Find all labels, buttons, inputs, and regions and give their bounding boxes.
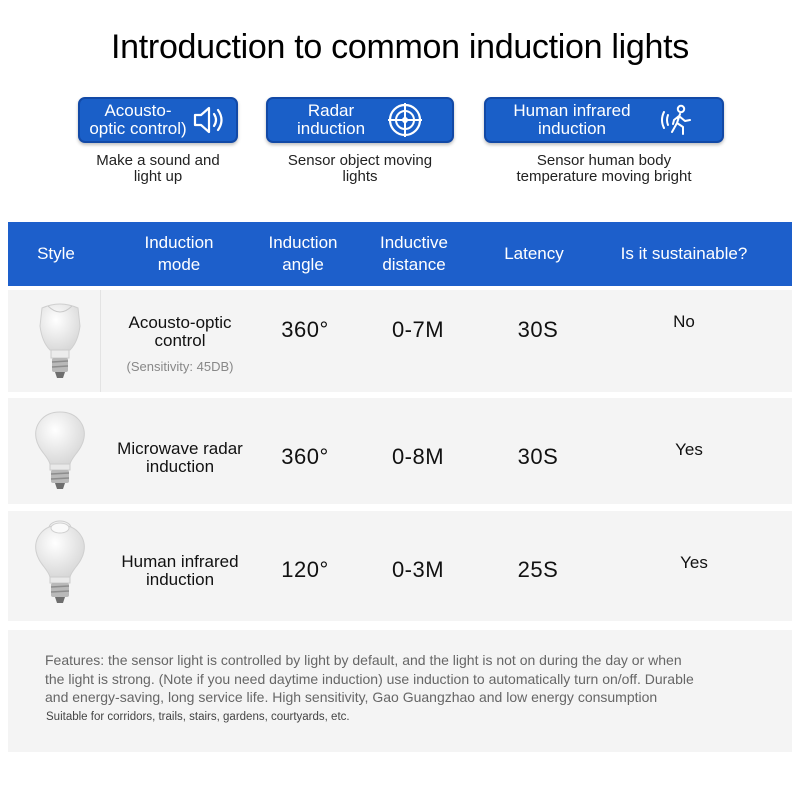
header-line: Inductive: [379, 233, 449, 252]
cell-induction-mode: [105, 553, 255, 589]
walking-person-sensor-icon: [657, 102, 695, 138]
bulb-icon: [34, 298, 86, 384]
cell-sustainable: No: [673, 312, 695, 331]
cell-angle: 120°: [281, 557, 329, 582]
radar-target-icon: [387, 102, 423, 138]
mode-line: Microwave radar: [117, 439, 243, 458]
bulb-icon: [32, 519, 88, 611]
cell-angle: 360°: [281, 317, 329, 342]
header-induction-angle: [254, 232, 352, 276]
speaker-sound-icon: [191, 102, 227, 138]
features-line: and energy-saving, long service life. High sensitivity, Gao Guangzhao and low energy consumption: [45, 689, 658, 705]
column-divider: [100, 290, 101, 392]
header-line: mode: [157, 255, 201, 274]
cell-induction-mode: [105, 440, 255, 476]
cell-distance: 0-8M: [391, 444, 445, 469]
mode-desc-line2: temperature moving bright: [516, 168, 692, 185]
cell-induction-mode: [105, 314, 255, 376]
cell-sustainable: Yes: [680, 553, 708, 572]
table-row: [8, 290, 792, 392]
mode-label-line2: induction: [537, 119, 607, 138]
bulb-icon: [32, 410, 88, 496]
header-induction-mode: [104, 232, 254, 276]
header-line: angle: [282, 255, 324, 274]
features-line: the light is strong. (Note if you need daytime induction) use induction to automatically turn on/off. Durable: [45, 670, 694, 687]
features-text: [45, 651, 765, 707]
mode-desc-line1: Sensor human body: [536, 152, 672, 169]
cell-distance: 0-7M: [391, 317, 445, 342]
features-line: Features: the sensor light is controlled by light by default, and the light is not on during the day or when: [45, 652, 682, 668]
mode-label-line1: Human infrared: [513, 101, 631, 120]
header-line: distance: [382, 255, 446, 274]
table-row: [8, 511, 792, 621]
header-style: Style: [37, 244, 75, 263]
mode-line: Human infrared: [121, 552, 239, 571]
mode-desc-line2: lights: [342, 168, 378, 185]
header-line: Induction: [268, 233, 338, 252]
header-line: Induction: [144, 233, 214, 252]
header-sustainable: Is it sustainable?: [620, 244, 748, 263]
features-panel: [8, 630, 792, 752]
cell-angle: 360°: [281, 444, 329, 469]
mode-pill-human-infrared: [484, 97, 724, 143]
mode-line: induction: [145, 570, 215, 589]
sensitivity-note: (Sensitivity: 45DB): [126, 359, 234, 374]
mode-card-radar: [266, 97, 454, 185]
mode-line: Acousto-optic: [128, 313, 232, 332]
mode-label-line2: induction: [296, 119, 366, 138]
mode-label-line2: optic control): [89, 119, 187, 138]
header-inductive-distance: [352, 232, 476, 276]
cell-distance: 0-3M: [391, 557, 445, 582]
page-title: Introduction to common induction lights: [111, 28, 689, 66]
mode-label-line1: Acousto-: [104, 101, 172, 120]
mode-line: induction: [145, 457, 215, 476]
cell-latency: 30S: [517, 317, 559, 342]
table-row: [8, 398, 792, 504]
mode-pill-radar: [266, 97, 454, 143]
header-latency: Latency: [504, 244, 564, 263]
mode-pill-acousto-optic: [78, 97, 238, 143]
comparison-table: [8, 222, 792, 286]
mode-card-human-infrared: [484, 97, 724, 185]
mode-label-line1: Radar: [307, 101, 355, 120]
suitable-note: Suitable for corridors, trails, stairs, gardens, courtyards, etc.: [46, 711, 350, 723]
cell-latency: 25S: [517, 557, 559, 582]
cell-latency: 30S: [517, 444, 559, 469]
mode-desc-line1: Sensor object moving: [287, 152, 433, 169]
mode-line: control: [154, 331, 206, 350]
cell-sustainable: Yes: [675, 440, 703, 459]
mode-desc-line1: Make a sound and: [96, 152, 220, 169]
table-header: [8, 222, 792, 286]
mode-desc-line2: light up: [133, 168, 183, 185]
mode-card-acousto-optic: [78, 97, 238, 185]
